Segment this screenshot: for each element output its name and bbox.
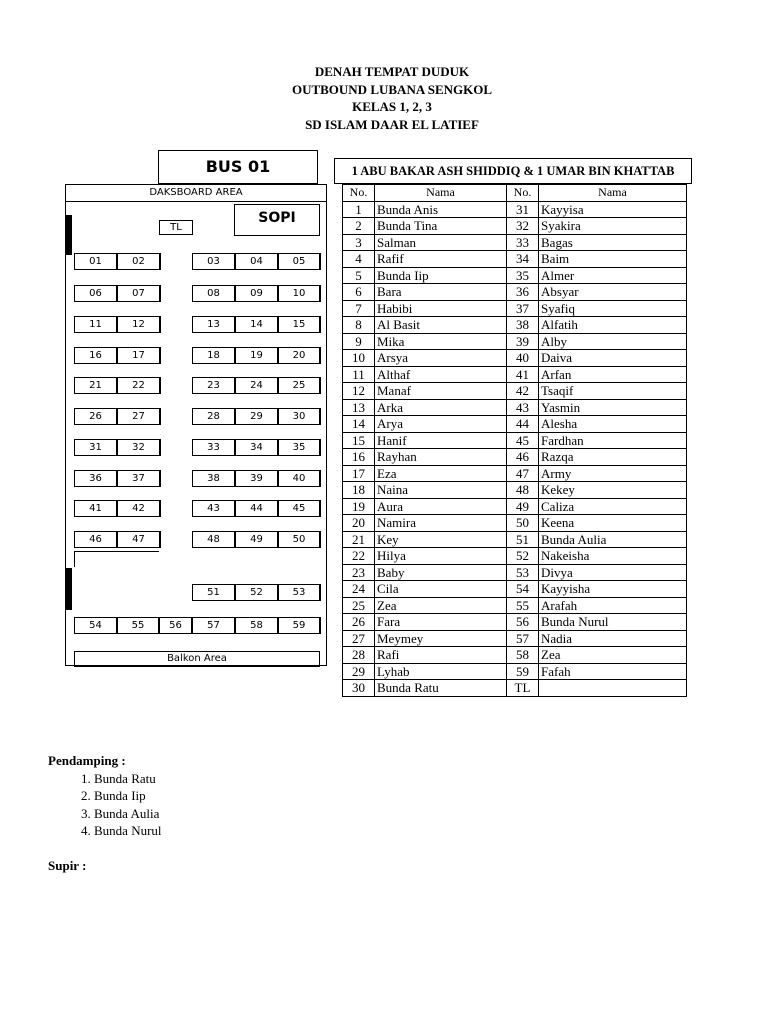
- seat-number-cell: 15: [343, 432, 375, 449]
- dashboard-area: DAKSBOARD AREA: [66, 185, 326, 202]
- student-name-cell: Bagas: [539, 234, 687, 251]
- seat-54: 54: [74, 617, 117, 634]
- seat-number-cell: 49: [507, 498, 539, 515]
- student-name-cell: Bunda Anis: [375, 201, 507, 218]
- table-header-row: [343, 185, 687, 202]
- seat-46: 46: [74, 531, 117, 548]
- student-name-cell: Bara: [375, 284, 507, 301]
- student-name-cell: Hilya: [375, 548, 507, 565]
- student-name-cell: Kayyisa: [539, 201, 687, 218]
- seat-44: 44: [235, 500, 278, 517]
- seat-row: [66, 377, 328, 394]
- seat-number-cell: 4: [343, 251, 375, 268]
- seat-43: 43: [192, 500, 235, 517]
- student-name-cell: Baim: [539, 251, 687, 268]
- title-line-2: OUTBOUND LUBANA SENGKOL: [291, 81, 493, 97]
- seat-45: 45: [278, 500, 320, 517]
- seat-30: 30: [278, 408, 320, 425]
- seat-27: 27: [117, 408, 160, 425]
- seat-number-cell: 19: [343, 498, 375, 515]
- table-row: [343, 399, 687, 416]
- bus-title: BUS 01: [158, 150, 318, 184]
- supir-label: Supir :: [48, 858, 87, 873]
- student-name-cell: Yasmin: [539, 399, 687, 416]
- seat-number-cell: 18: [343, 482, 375, 499]
- seat-20: 20: [278, 347, 320, 364]
- seat-28: 28: [192, 408, 235, 425]
- front-door-marker: [66, 215, 72, 255]
- seat-number-cell: 16: [343, 449, 375, 466]
- seat-50: 50: [278, 531, 320, 548]
- student-name-cell: Arfan: [539, 366, 687, 383]
- student-name-cell: Nakeisha: [539, 548, 687, 565]
- student-name-cell: Naina: [375, 482, 507, 499]
- seat-49: 49: [235, 531, 278, 548]
- seat-number-cell: 1: [343, 201, 375, 218]
- table-row: [343, 350, 687, 367]
- table-row: [343, 251, 687, 268]
- seat-36: 36: [74, 470, 117, 487]
- seat-32: 32: [117, 439, 160, 456]
- student-name-cell: Divya: [539, 564, 687, 581]
- seat-number-cell: 2: [343, 218, 375, 235]
- seat-number-cell: 24: [343, 581, 375, 598]
- student-name-cell: Meymey: [375, 630, 507, 647]
- seat-row: [66, 316, 328, 333]
- seat-number-cell: 22: [343, 548, 375, 565]
- student-name-cell: Nadia: [539, 630, 687, 647]
- seat-10: 10: [278, 285, 320, 302]
- table-row: [343, 680, 687, 697]
- seat-25: 25: [278, 377, 320, 394]
- seat-number-cell: 14: [343, 416, 375, 433]
- seat-number-cell: 50: [507, 515, 539, 532]
- seat-number-cell: 53: [507, 564, 539, 581]
- table-row: [343, 201, 687, 218]
- student-name-cell: Syafiq: [539, 300, 687, 317]
- student-name-cell: Army: [539, 465, 687, 482]
- student-name-cell: Hanif: [375, 432, 507, 449]
- table-row: [343, 614, 687, 631]
- student-name-cell: Salman: [375, 234, 507, 251]
- student-name-cell: Zea: [375, 597, 507, 614]
- document-title: [0, 63, 768, 133]
- seat-number-cell: 20: [343, 515, 375, 532]
- seat-number-cell: 51: [507, 531, 539, 548]
- bus-seat-map: [65, 184, 327, 666]
- seat-number-cell: 3: [343, 234, 375, 251]
- seat-57: 57: [192, 617, 235, 634]
- title-line-1: DENAH TEMPAT DUDUK: [314, 64, 470, 79]
- seat-09: 09: [235, 285, 278, 302]
- seat-number-cell: 40: [507, 350, 539, 367]
- student-name-cell: Syakira: [539, 218, 687, 235]
- seat-number-cell: 45: [507, 432, 539, 449]
- header-no-2: No.: [507, 185, 539, 202]
- pendamping-list: [48, 770, 162, 840]
- student-name-cell: Aura: [375, 498, 507, 515]
- student-name-cell: Absyar: [539, 284, 687, 301]
- seat-14: 14: [235, 316, 278, 333]
- seat-number-cell: 33: [507, 234, 539, 251]
- table-row: [343, 515, 687, 532]
- table-row: [343, 548, 687, 565]
- header-nama-2: Nama: [539, 185, 687, 202]
- seat-number-cell: 55: [507, 597, 539, 614]
- table-row: [343, 416, 687, 433]
- table-row: [343, 465, 687, 482]
- student-name-cell: Bunda Aulia: [539, 531, 687, 548]
- student-name-cell: Alfatih: [539, 317, 687, 334]
- seat-12: 12: [117, 316, 160, 333]
- seat-row: [66, 617, 328, 634]
- student-name-cell: Bunda Ratu: [375, 680, 507, 697]
- seat-number-cell: 43: [507, 399, 539, 416]
- table-row: [343, 564, 687, 581]
- seat-53: 53: [278, 584, 320, 601]
- seat-number-cell: 30: [343, 680, 375, 697]
- seat-number-cell: 23: [343, 564, 375, 581]
- seat-51: 51: [192, 584, 235, 601]
- seat-number-cell: 8: [343, 317, 375, 334]
- seat-56: 56: [159, 617, 192, 634]
- seat-23: 23: [192, 377, 235, 394]
- seat-row: [66, 253, 328, 270]
- table-row: [343, 300, 687, 317]
- seat-number-cell: 46: [507, 449, 539, 466]
- seat-39: 39: [235, 470, 278, 487]
- table-row: [343, 366, 687, 383]
- student-name-cell: Bunda Tina: [375, 218, 507, 235]
- table-row: [343, 267, 687, 284]
- seat-number-cell: 12: [343, 383, 375, 400]
- student-name-cell: Tsaqif: [539, 383, 687, 400]
- seat-number-cell: 56: [507, 614, 539, 631]
- seat-row: [66, 470, 328, 487]
- student-name-cell: Keena: [539, 515, 687, 532]
- student-name-cell: Arafah: [539, 597, 687, 614]
- seat-number-cell: 58: [507, 647, 539, 664]
- student-name-cell: Almer: [539, 267, 687, 284]
- table-row: [343, 482, 687, 499]
- seat-52: 52: [235, 584, 278, 601]
- seat-row: [66, 285, 328, 302]
- table-row: [343, 284, 687, 301]
- seat-number-cell: 21: [343, 531, 375, 548]
- seat-number-cell: 42: [507, 383, 539, 400]
- seat-11: 11: [74, 316, 117, 333]
- student-name-cell: Fafah: [539, 663, 687, 680]
- table-row: [343, 630, 687, 647]
- student-name-cell: Daiva: [539, 350, 687, 367]
- seat-17: 17: [117, 347, 160, 364]
- student-name-cell: Fardhan: [539, 432, 687, 449]
- seat-number-cell: 47: [507, 465, 539, 482]
- student-name-cell: Kekey: [539, 482, 687, 499]
- seat-55: 55: [117, 617, 159, 634]
- seat-number-cell: 57: [507, 630, 539, 647]
- seat-row: [66, 531, 328, 548]
- seat-47: 47: [117, 531, 160, 548]
- seat-number-cell: 54: [507, 581, 539, 598]
- table-row: [343, 218, 687, 235]
- student-name-cell: Rayhan: [375, 449, 507, 466]
- student-name-cell: Al Basit: [375, 317, 507, 334]
- student-name-cell: Althaf: [375, 366, 507, 383]
- seat-16: 16: [74, 347, 117, 364]
- student-name-cell: Alby: [539, 333, 687, 350]
- student-name-cell: Mika: [375, 333, 507, 350]
- student-name-cell: Habibi: [375, 300, 507, 317]
- tour-leader-seat: TL: [159, 220, 193, 235]
- seat-number-cell: 59: [507, 663, 539, 680]
- seat-number-cell: 13: [343, 399, 375, 416]
- student-name-cell: Manaf: [375, 383, 507, 400]
- header-no-1: No.: [343, 185, 375, 202]
- list-item: 4. Bunda Nurul: [94, 822, 162, 840]
- seat-24: 24: [235, 377, 278, 394]
- table-row: [343, 531, 687, 548]
- seat-04: 04: [235, 253, 278, 270]
- seat-07: 07: [117, 285, 160, 302]
- seat-01: 01: [74, 253, 117, 270]
- seat-number-cell: 26: [343, 614, 375, 631]
- seat-number-cell: 11: [343, 366, 375, 383]
- seat-number-cell: 5: [343, 267, 375, 284]
- seat-31: 31: [74, 439, 117, 456]
- seat-number-cell: 41: [507, 366, 539, 383]
- seat-number-cell: 32: [507, 218, 539, 235]
- seat-number-cell: 37: [507, 300, 539, 317]
- seat-40: 40: [278, 470, 320, 487]
- seat-row: [66, 439, 328, 456]
- seat-number-cell: 38: [507, 317, 539, 334]
- list-item: 3. Bunda Aulia: [94, 805, 162, 823]
- seat-59: 59: [278, 617, 320, 634]
- seat-number-cell: 39: [507, 333, 539, 350]
- student-name-cell: Bunda Iip: [375, 267, 507, 284]
- seat-35: 35: [278, 439, 320, 456]
- seat-02: 02: [117, 253, 160, 270]
- driver-area: SOPI: [234, 204, 320, 236]
- seat-number-cell: 29: [343, 663, 375, 680]
- seat-row: [66, 584, 328, 601]
- student-name-cell: Bunda Nurul: [539, 614, 687, 631]
- student-name-cell: Alesha: [539, 416, 687, 433]
- seat-number-cell: 25: [343, 597, 375, 614]
- title-line-3: KELAS 1, 2, 3: [352, 99, 432, 114]
- header-nama-1: Nama: [375, 185, 507, 202]
- student-name-cell: [539, 680, 687, 697]
- student-name-cell: Rafif: [375, 251, 507, 268]
- pendamping-section: [48, 752, 162, 840]
- seat-number-cell: TL: [507, 680, 539, 697]
- seat-number-cell: 36: [507, 284, 539, 301]
- seat-22: 22: [117, 377, 160, 394]
- seat-number-cell: 35: [507, 267, 539, 284]
- aisle-divider: [74, 551, 159, 567]
- seat-42: 42: [117, 500, 160, 517]
- table-row: [343, 333, 687, 350]
- student-name-cell: Kayyisha: [539, 581, 687, 598]
- student-name-cell: Caliza: [539, 498, 687, 515]
- student-name-cell: Lyhab: [375, 663, 507, 680]
- seat-13: 13: [192, 316, 235, 333]
- seat-row: [66, 408, 328, 425]
- table-row: [343, 449, 687, 466]
- seat-48: 48: [192, 531, 235, 548]
- seat-row: [66, 347, 328, 364]
- balkon-area: Balkon Area: [74, 651, 320, 667]
- seat-number-cell: 27: [343, 630, 375, 647]
- seat-18: 18: [192, 347, 235, 364]
- table-row: [343, 663, 687, 680]
- seat-number-cell: 44: [507, 416, 539, 433]
- seat-number-cell: 10: [343, 350, 375, 367]
- student-name-cell: Eza: [375, 465, 507, 482]
- seat-15: 15: [278, 316, 320, 333]
- student-name-cell: Arka: [375, 399, 507, 416]
- seat-number-cell: 7: [343, 300, 375, 317]
- student-name-cell: Key: [375, 531, 507, 548]
- seat-number-cell: 34: [507, 251, 539, 268]
- seat-roster-table: [342, 184, 687, 697]
- student-name-cell: Razqa: [539, 449, 687, 466]
- seat-number-cell: 9: [343, 333, 375, 350]
- table-row: [343, 234, 687, 251]
- student-name-cell: Arya: [375, 416, 507, 433]
- title-line-4: SD ISLAM DAAR EL LATIEF: [305, 116, 479, 132]
- seat-08: 08: [192, 285, 235, 302]
- table-row: [343, 432, 687, 449]
- seat-number-cell: 48: [507, 482, 539, 499]
- student-name-cell: Arsya: [375, 350, 507, 367]
- student-name-cell: Baby: [375, 564, 507, 581]
- list-item: 2. Bunda Iip: [94, 787, 162, 805]
- seat-06: 06: [74, 285, 117, 302]
- seat-row: [66, 500, 328, 517]
- student-name-cell: Fara: [375, 614, 507, 631]
- seat-29: 29: [235, 408, 278, 425]
- table-row: [343, 581, 687, 598]
- seat-number-cell: 52: [507, 548, 539, 565]
- seat-58: 58: [235, 617, 278, 634]
- seat-34: 34: [235, 439, 278, 456]
- seat-05: 05: [278, 253, 320, 270]
- table-row: [343, 498, 687, 515]
- pendamping-label: Pendamping :: [48, 753, 126, 768]
- table-row: [343, 597, 687, 614]
- seat-03: 03: [192, 253, 235, 270]
- student-name-cell: Zea: [539, 647, 687, 664]
- student-name-cell: Namira: [375, 515, 507, 532]
- table-row: [343, 317, 687, 334]
- seat-number-cell: 6: [343, 284, 375, 301]
- seat-21: 21: [74, 377, 117, 394]
- seat-33: 33: [192, 439, 235, 456]
- seat-number-cell: 31: [507, 201, 539, 218]
- class-title: 1 ABU BAKAR ASH SHIDDIQ & 1 UMAR BIN KHATTAB: [334, 158, 692, 184]
- seat-19: 19: [235, 347, 278, 364]
- seat-number-cell: 17: [343, 465, 375, 482]
- student-name-cell: Cila: [375, 581, 507, 598]
- table-row: [343, 647, 687, 664]
- seat-37: 37: [117, 470, 160, 487]
- student-name-cell: Rafi: [375, 647, 507, 664]
- list-item: 1. Bunda Ratu: [94, 770, 162, 788]
- seat-41: 41: [74, 500, 117, 517]
- seat-number-cell: 28: [343, 647, 375, 664]
- table-row: [343, 383, 687, 400]
- seat-26: 26: [74, 408, 117, 425]
- seat-38: 38: [192, 470, 235, 487]
